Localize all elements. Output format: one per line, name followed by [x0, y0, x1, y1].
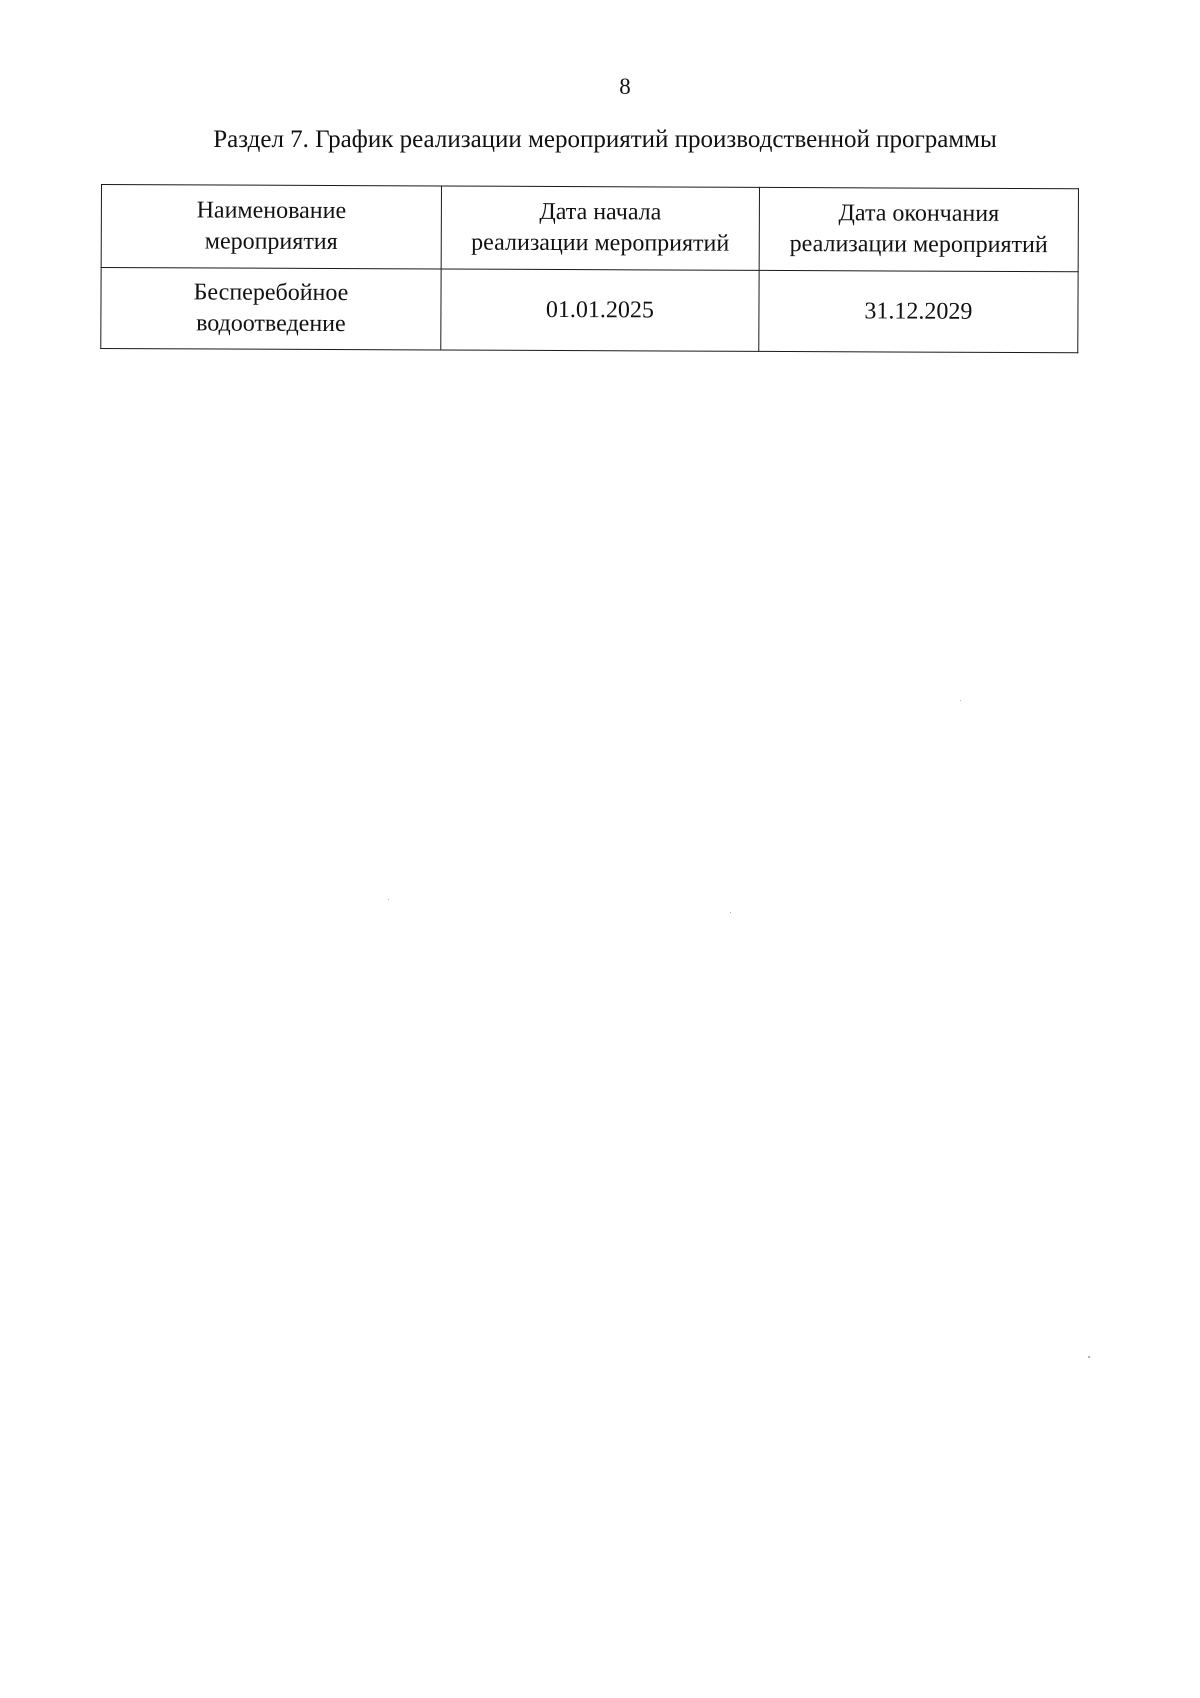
table-row: [101, 268, 1078, 353]
header-end-date: [759, 187, 1078, 271]
header-start-date: [441, 186, 759, 270]
header-event-name: [101, 185, 441, 269]
cell-event-name-line2: водоотведение: [196, 310, 346, 338]
section-title: Раздел 7. График реализации мероприятий производственной программы: [213, 126, 997, 153]
header-start-date-line2: реализации мероприятий: [471, 229, 730, 257]
header-start-date-line1: Дата начала: [539, 198, 662, 226]
cell-end-date: 31.12.2029: [759, 270, 1078, 352]
scan-speck: [388, 899, 389, 900]
page-number: 8: [619, 74, 631, 99]
implementation-schedule-table: [100, 184, 1079, 353]
cell-event-name-line1: Бесперебойное: [193, 279, 349, 307]
cell-event-name: [101, 268, 441, 350]
scan-speck: [730, 912, 731, 913]
header-end-date-line1: Дата окончания: [838, 200, 1000, 227]
header-event-name-line2: мероприятия: [204, 228, 338, 256]
cell-start-date: 01.01.2025: [441, 269, 759, 351]
table-header-row: [101, 185, 1078, 272]
header-event-name-line1: Наименование: [196, 197, 347, 225]
header-end-date-line2: реализации мероприятий: [789, 231, 1048, 259]
scan-speck: [960, 700, 961, 701]
scan-speck: [1088, 1356, 1090, 1358]
